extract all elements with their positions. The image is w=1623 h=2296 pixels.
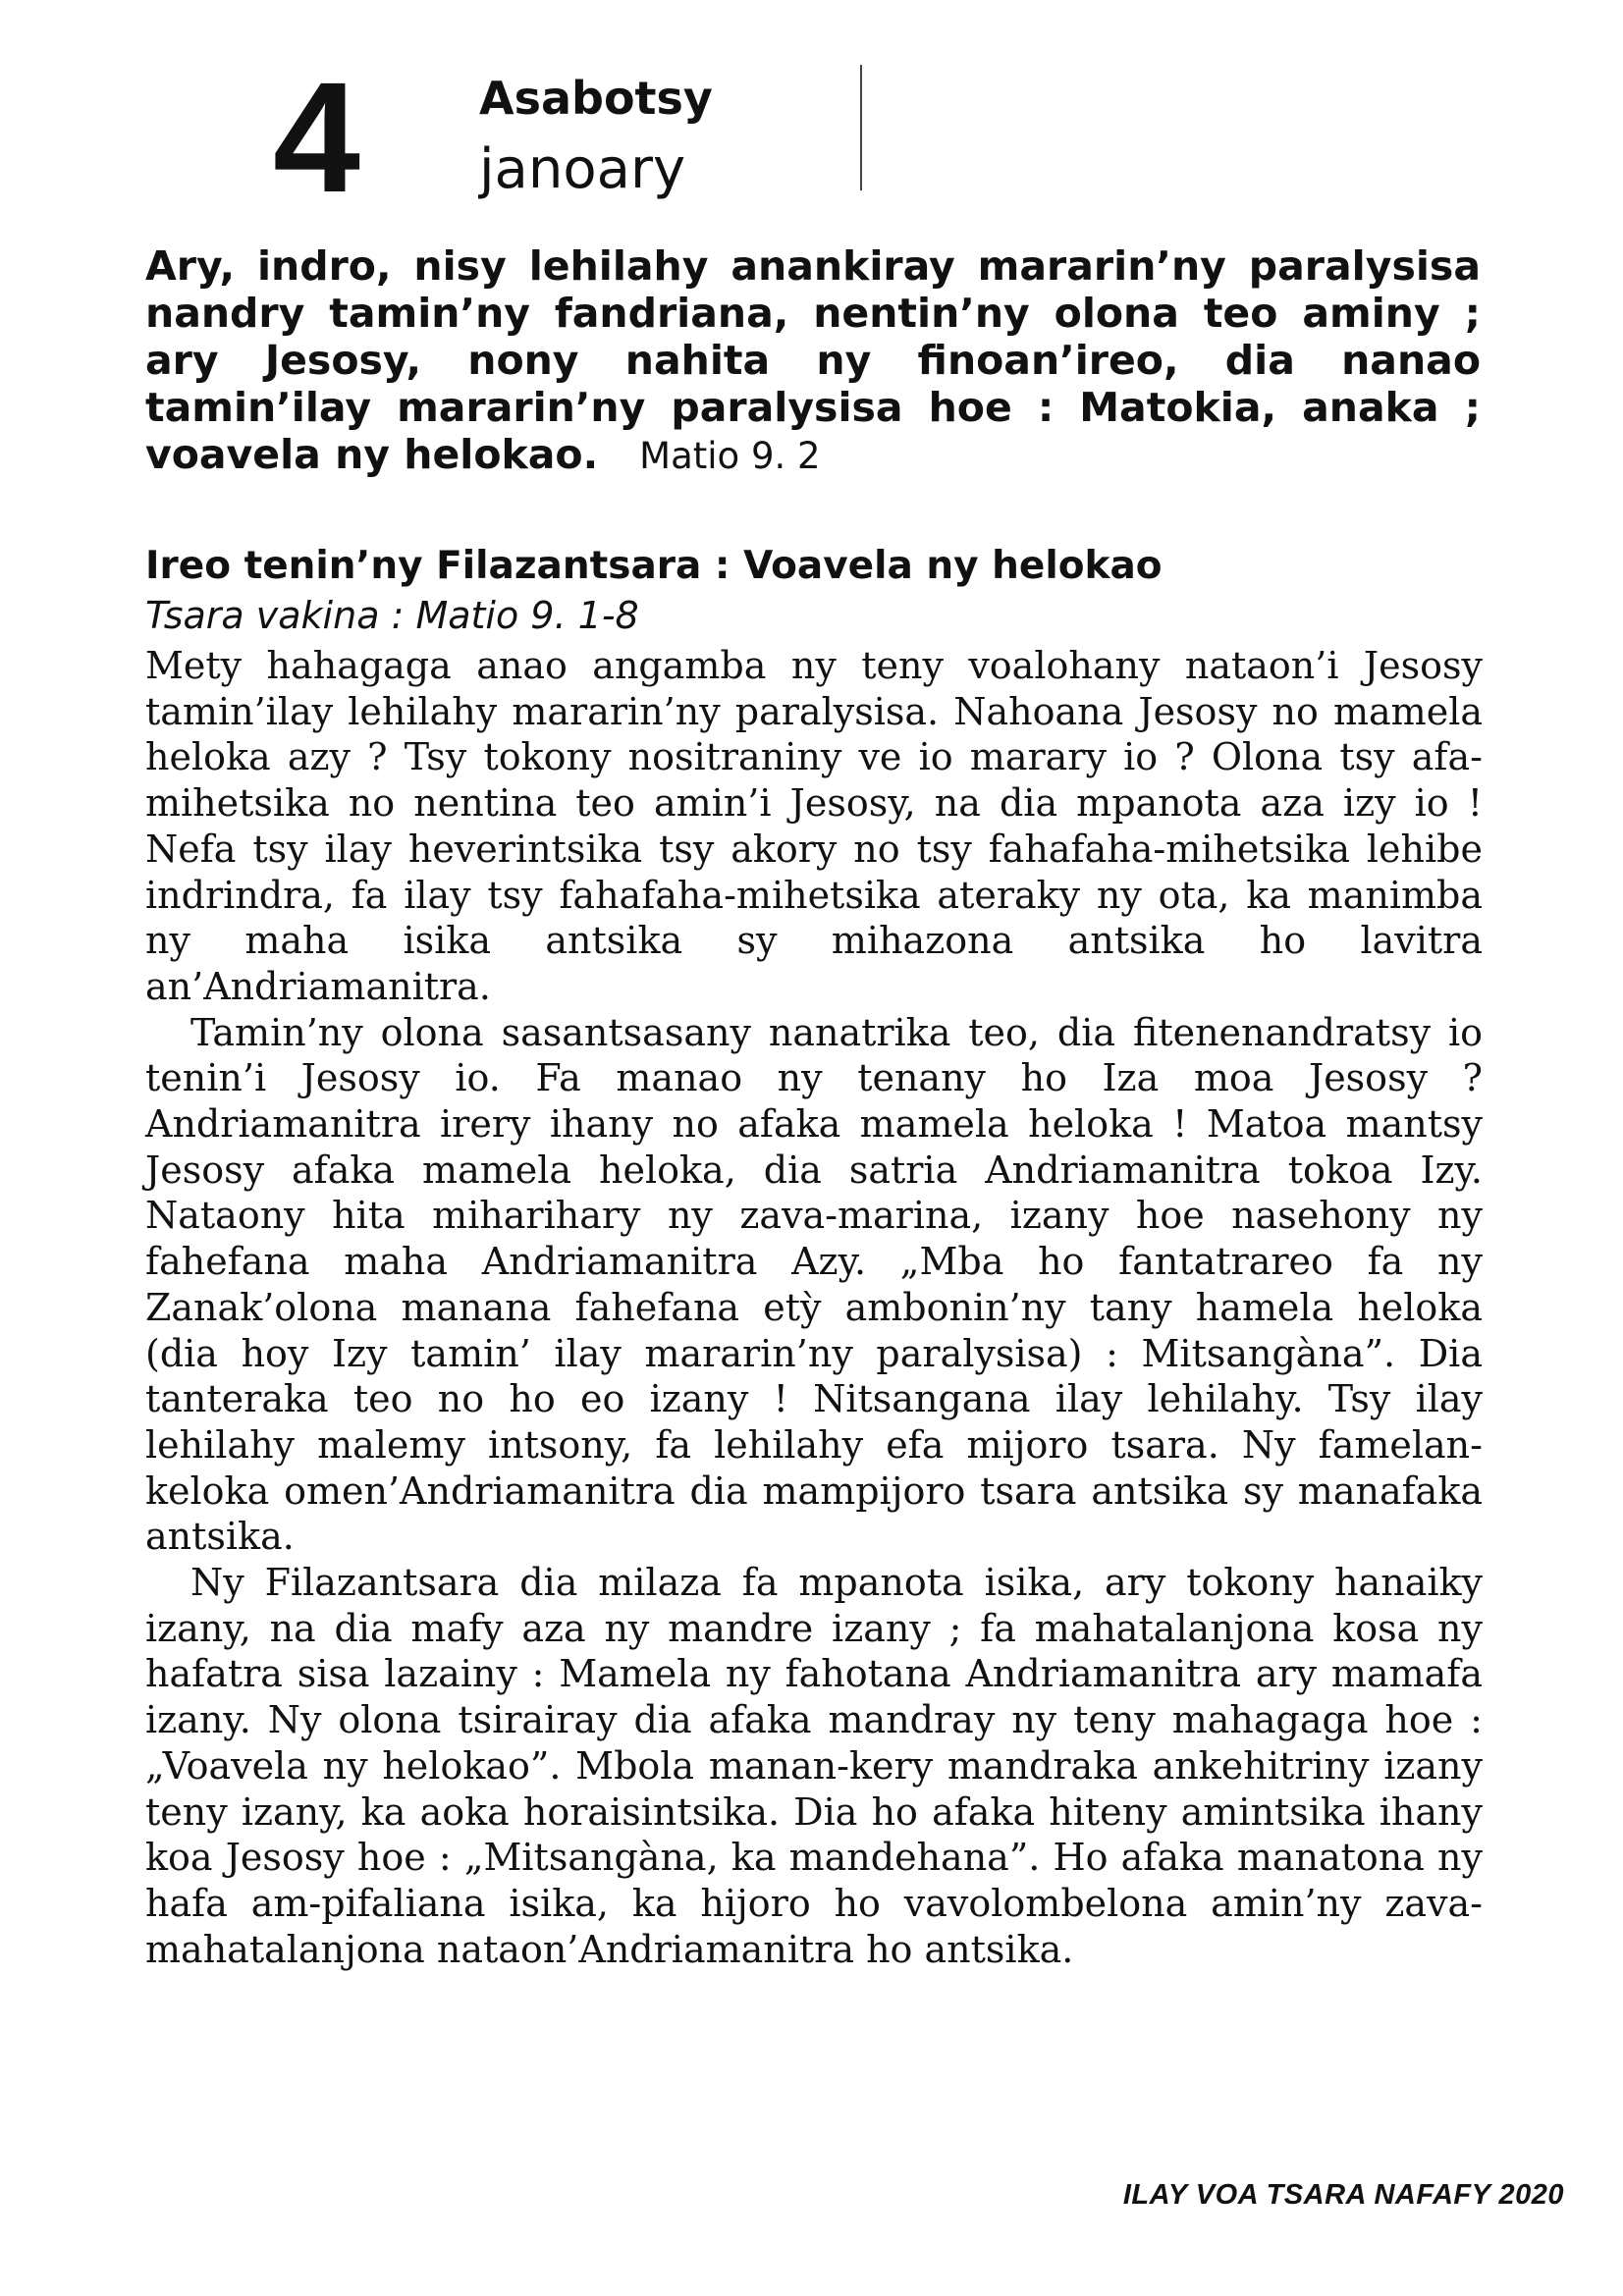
daily-verse — [145, 242, 1481, 480]
header-divider — [860, 65, 862, 190]
body-paragraph: Tamin’ny olona sasantsasany nanatrika teo, dia fitenenandratsy io tenin’i Jesosy io. Fa manao ny tenany ho Iza moa Jesosy ? Andriamanitra irery ihany no afaka mamela heloka ! Matoa mantsy Jesosy afaka mamela heloka, dia satria Andriamanitra tokoa Izy. Nataony hita miharihary ny zava-marina, izany hoe nasehony ny fahefana maha Andriamanitra Azy. „Mba ho fantatrareo fa ny Zanak’olona manana fahefana etỳ ambonin’ny tany hamela heloka (dia hoy Izy tamin’ ilay mararin’ny paralysisa) : Mitsangàna”. Dia tanteraka teo no ho eo izany ! Nitsangana ilay lehilahy. Tsy ilay lehilahy malemy intsony, fa lehilahy efa mijoro tsara. Ny famelan-keloka omen’Andriamanitra dia mampijoro tsara antsika sy manafaka antsika. — [145, 1010, 1483, 1559]
body-paragraph: Ny Filazantsara dia milaza fa mpanota isika, ary tokony hanaiky izany, na dia mafy aza ny mandre izany ; fa mahatalanjona kosa ny hafatra sisa lazainy : Mamela ny fahotana Andriamanitra ary mamafa izany. Ny olona tsirairay dia afaka mandray ny teny mahagaga hoe : „Voavela ny helokao”. Mbola manan-kery mandraka ankehitriny izany teny izany, ka aoka horaisintsika. Dia ho afaka hiteny amintsika ihany koa Jesosy hoe : „Mitsangàna, ka mandehana”. Ho afaka manatona ny hafa am-pifaliana isika, ka hijoro ho vavolombelona amin’ny zava-mahatalanjona nataon’Andriamanitra ho antsika. — [145, 1561, 1483, 1971]
reading-reference: Tsara vakina : Matio 9. 1-8 — [145, 594, 639, 637]
day-number: 4 — [273, 49, 358, 225]
day-name: Asabotsy — [479, 72, 713, 125]
body-paragraph: Mety hahagaga anao angamba ny teny voalohany nataon’i Jesosy tamin’ilay lehilahy mararin’ny paralysisa. Nahoana Jesosy no mamela heloka azy ? Tsy tokony nositraniny ve io marary io ? Olona tsy afa-mihetsika no nentina teo amin’i Jesosy, na dia mpanota aza izy io ! Nefa tsy ilay heverintsika tsy akory no tsy fahafaha-mihetsika lehibe indrindra, fa ilay tsy fahafaha-mihetsika ateraky ny ota, ka manimba ny maha isika antsika sy mihazona antsika ho lavitra an’Andriamanitra. — [145, 644, 1483, 1008]
verse-text: Ary, indro, nisy lehilahy anankiray mararin’ny paralysisa nandry tamin’ny fandriana, nentin’ny olona teo aminy ; ary Jesosy, nony nahita ny finoan’ireo, dia nanao tamin’ilay mararin’ny paralysisa hoe : Matokia, anaka ; voavela ny helokao. — [145, 242, 1481, 478]
section-title: Ireo tenin’ny Filazantsara : Voavela ny helokao — [145, 544, 1163, 588]
body-text — [145, 643, 1483, 1972]
verse-reference: Matio 9. 2 — [639, 435, 821, 477]
month-name: janoary — [479, 137, 686, 201]
publication-footer: ILAY VOA TSARA NAFAFY 2020 — [1122, 2179, 1564, 2211]
